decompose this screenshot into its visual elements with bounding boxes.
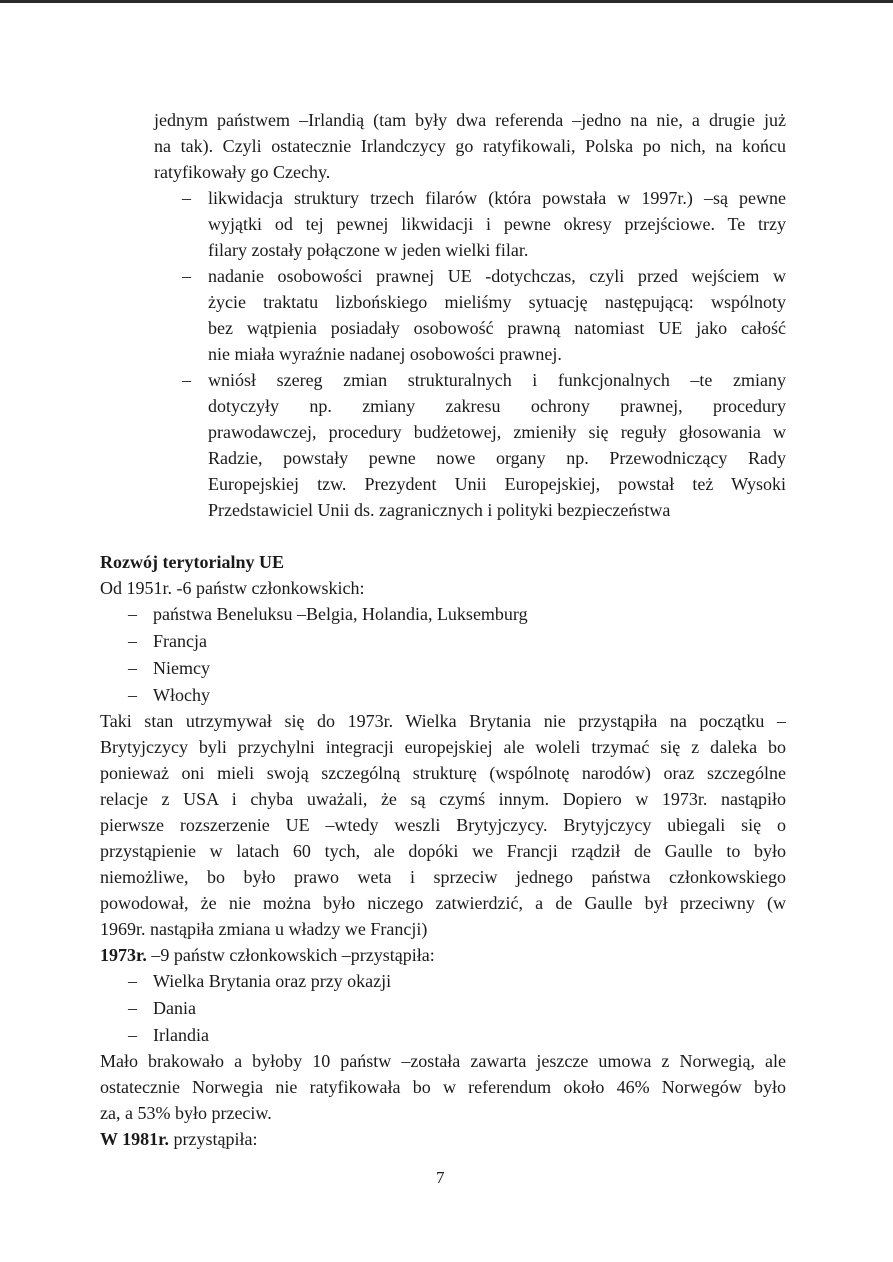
list-dash: – [128,971,137,991]
bullet2-line-3: bez wątpienia posiadały osobowość prawną natomiast UE jako całość [208,318,786,338]
bullet-dash: – [182,370,191,390]
list-dash: – [128,658,137,678]
para2-line-9: 1969r. nastąpiła zmiana u władzy we Francji) [100,919,428,939]
bullet1-line-3: filary zostały połączone w jeden wielki filar. [208,240,529,260]
intro-1973 [100,944,435,966]
intro-1973-year: 1973r. [100,945,147,965]
bullet3-line-1: wniósł szereg zmian strukturalnych i funkcjonalnych –te zmiany [208,370,786,390]
para2-line-5: pierwsze rozszerzenie UE –wtedy weszli Brytyjczycy. Brytyjczycy ubiegali się o [100,815,786,835]
para2-line-2: Brytyjczycy byli przychylni integracji europejskiej ale woleli trzymać się z daleka bo [100,737,786,757]
bullet-dash: – [182,188,191,208]
para1-line-2: na tak). Czyli ostatecznie Irlandczycy go ratyfikowali, Polska po nich, na końcu [154,136,786,156]
scan-edge [0,0,893,3]
member-1973-item: Irlandia [153,1025,209,1045]
para2-line-3: ponieważ oni mieli swoją szczególną strukturę (wspólnotę narodów) oraz szczególne [100,763,786,783]
para1-line-1: jednym państwem –Irlandią (tam były dwa referenda –jedno na nie, a drugie już [154,110,786,130]
para2-line-7: niemożliwe, bo było prawo weta i sprzeciw jednego państwa członkowskiego [100,867,786,887]
intro-1981 [100,1128,258,1150]
member-1951-item: państwa Beneluksu –Belgia, Holandia, Luksemburg [153,604,528,624]
bullet3-line-3: prawodawczej, procedury budżetowej, zmieniły się reguły głosowania w [208,422,786,442]
para2-line-8: powodował, że nie można było niczego zatwierdzić, a de Gaulle był przeciwny (w [100,893,786,913]
page-number: 7 [436,1168,445,1187]
intro-1981-text: przystąpiła: [169,1129,258,1149]
bullet3-line-4: Radzie, powstały pewne nowe organy np. Przewodniczący Rady [208,448,786,468]
bullet3-line-5: Europejskiej tzw. Prezydent Unii Europejskiej, powstał też Wysoki [208,474,786,494]
intro-1981-year: W 1981r. [100,1129,170,1149]
list-dash: – [128,998,137,1018]
bullet-dash: – [182,266,191,286]
member-1973-item: Wielka Brytania oraz przy okazji [153,971,392,991]
member-1973-item: Dania [153,998,196,1018]
intro-1973-text: –9 państw członkowskich –przystąpiła: [146,945,435,965]
member-1951-item: Włochy [153,685,210,705]
list-dash: – [128,631,137,651]
list-dash: – [128,1025,137,1045]
bullet1-line-1: likwidacja struktury trzech filarów (która powstała w 1997r.) –są pewne [208,188,786,208]
section-heading: Rozwój terytorialny UE [100,552,284,572]
para2-line-6: przystąpienie w latach 60 tych, ale dopóki we Francji rządził de Gaulle to było [100,841,786,861]
para3-line-1: Mało brakowało a byłoby 10 państw –została zawarta jeszcze umowa z Norwegią, ale [100,1051,786,1071]
bullet3-line-2: dotyczyły np. zmiany zakresu ochrony prawnej, procedury [208,396,786,416]
list-dash: – [128,604,137,624]
para2-line-1: Taki stan utrzymywał się do 1973r. Wielka Brytania nie przystąpiła na początku – [100,711,786,731]
bullet2-line-2: życie traktatu lizbońskiego mieliśmy sytuację następującą: wspólnoty [208,292,786,312]
para1-line-3: ratyfikowały go Czechy. [154,162,331,182]
bullet3-line-6: Przedstawiciel Unii ds. zagranicznych i polityki bezpieczeństwa [208,500,671,520]
list-dash: – [128,685,137,705]
bullet2-line-4: nie miała wyraźnie nadanej osobowości prawnej. [208,344,562,364]
bullet1-line-2: wyjątki od tej pewnej likwidacji i pewne okresy przejściowe. Te trzy [208,214,786,234]
para2-line-4: relacje z USA i chyba uważali, że są czymś innym. Dopiero w 1973r. nastąpiło [100,789,786,809]
member-1951-item: Niemcy [153,658,210,678]
intro-1951: Od 1951r. -6 państw członkowskich: [100,578,365,598]
member-1951-item: Francja [153,631,207,651]
para3-line-3: za, a 53% było przeciw. [100,1103,272,1123]
para3-line-2: ostatecznie Norwegia nie ratyfikowała bo w referendum około 46% Norwegów było [100,1077,786,1097]
bullet2-line-1: nadanie osobowości prawnej UE -dotychczas, czyli przed wejściem w [208,266,786,286]
